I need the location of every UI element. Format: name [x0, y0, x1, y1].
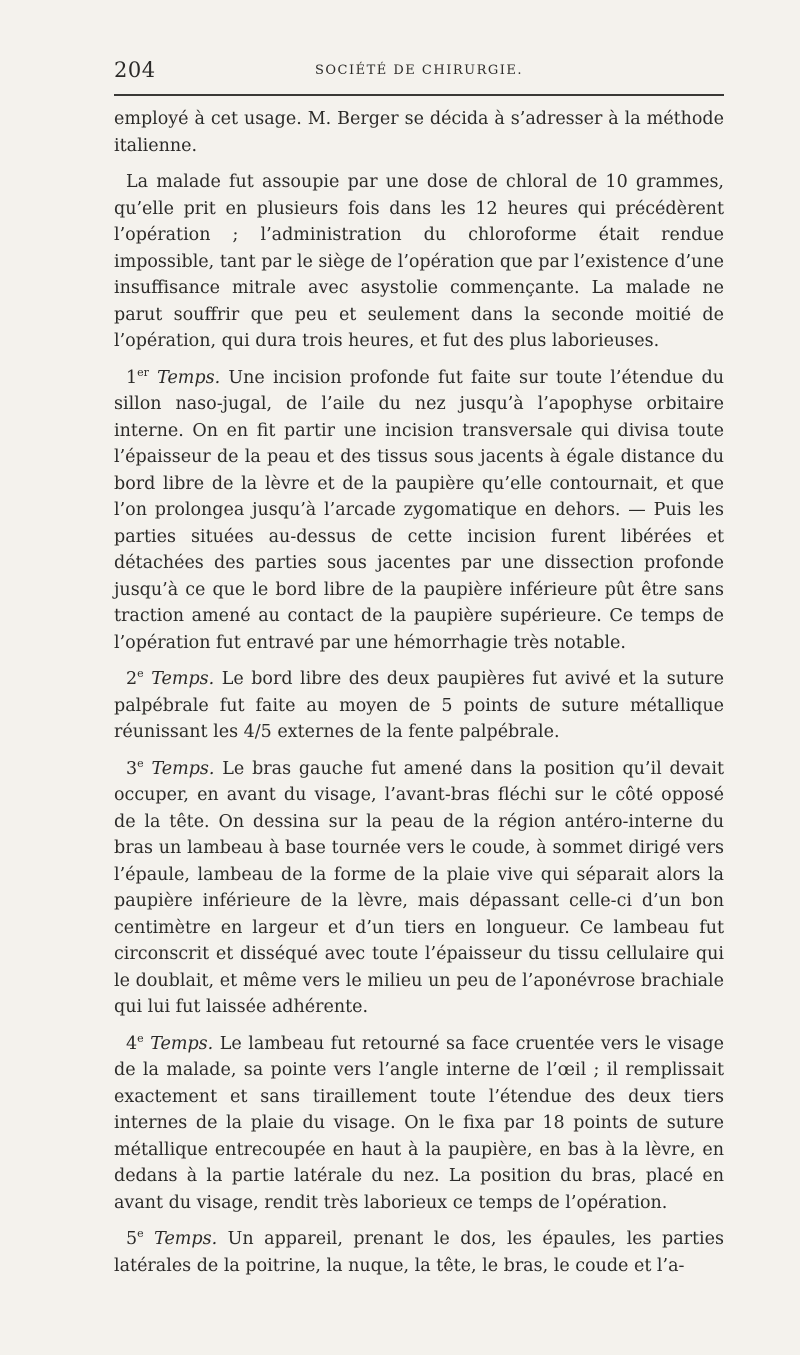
running-title: SOCIÉTÉ DE CHIRURGIE. — [314, 63, 524, 78]
paragraph-anesthesia: La malade fut assoupie par une dose de chloral de 10 grammes, qu’elle prit en plusieurs fois dans les 12 heures qui précédèrent l’opération ; l’administration du chloroforme était rendue impossible, tant par le siège de l’opération que par l’existence d’une insuffisance mitrale avec asystolie commençante. La malade ne parut souffrir que peu et seulement dans la seconde moitié de l’opération, qui dura trois heures, et fut des plus laborieuses. — [114, 172, 724, 351]
paragraph-continuation: employé à cet usage. M. Berger se décida à s’adresser à la méthode italienne. — [114, 109, 724, 156]
temps-5 — [114, 1226, 724, 1279]
page-header — [114, 58, 724, 88]
temps-number: 3 — [126, 758, 138, 779]
temps-3 — [114, 756, 724, 1021]
temps-4 — [114, 1031, 724, 1217]
temps-number: 1 — [126, 367, 138, 388]
temps-2 — [114, 666, 724, 746]
temps-label: Temps. — [151, 758, 215, 779]
temps-text: Le bord libre des deux paupières fut avivé et la suture palpébrale fut faite au moyen de 5 points de suture métallique réunissant les 4/5 externes de la fente palpébrale. — [114, 669, 724, 742]
header-rule — [114, 94, 724, 96]
temps-ordinal: e — [137, 1031, 144, 1045]
temps-label: Temps. — [150, 1033, 214, 1054]
temps-ordinal: e — [137, 667, 144, 681]
temps-number: 5 — [126, 1229, 138, 1249]
book-page — [114, 58, 724, 1289]
temps-1 — [114, 365, 724, 657]
temps-text: Un appareil, prenant le dos, les épaules, les parties latérales de la poitrine, la nuque, la tête, le bras, le coude et l’a- — [114, 1229, 724, 1276]
temps-number: 4 — [126, 1033, 138, 1054]
temps-text: Le bras gauche fut amené dans la position qu’il devait occuper, en avant du visage, l’avant-bras fléchi sur le côté opposé de la tête. On dessina sur la peau de la région antéro-interne du bras un lambeau à base tournée vers le coude, à sommet dirigé vers l’épaule, lambeau de la forme de la plaie vive qui séparait alors la paupière inférieure de la lèvre, mais dépassant celle-ci d’un bon centimètre en largeur et d’un tiers en longueur. Ce lambeau fut circonscrit et disséqué avec toute l’épaisseur du tissu cellulaire qui le doublait, et même vers le milieu un peu de l’aponévrose brachiale qui lui fut laissée adhérente. — [114, 758, 724, 1017]
temps-text: Une incision profonde fut faite sur toute l’étendue du sillon naso-jugal, de l’aile du nez jusqu’à l’apophyse orbitaire interne. On en fit partir une incision transversale qui divisa toute l’épaisseur de la peau et des tissus sous jacents à égale distance du bord libre de la lèvre et de la paupière qu’elle contournait, et que l’on prolongea jusqu’à l’arcade zygomatique en dehors. — Puis les parties situées au-dessus de cette incision furent libérées et détachées des parties sous jacentes par une dissection profonde jusqu’à ce que le bord libre de la paupière inférieure pût être sans traction amené au contact de la paupière supérieure. Ce temps de l’opération fut entravé par une hémorrhagie très notable. — [114, 367, 724, 653]
temps-ordinal: er — [137, 365, 149, 379]
temps-number: 2 — [126, 669, 138, 689]
page-number: 204 — [114, 58, 156, 82]
temps-text: Le lambeau fut retourné sa face cruentée vers le visage de la malade, sa pointe vers l’angle interne de l’œil ; il remplissait exactement et sans tiraillement toute l’étendue des deux tiers internes de la plaie du visage. On le fixa par 18 points de suture métallique entrecoupée en haut à la paupière, en bas à la lèvre, en dedans à la partie latérale du nez. La position du bras, placé en avant du visage, rendit très laborieux ce temps de l’opération. — [114, 1033, 724, 1213]
body-text — [114, 106, 724, 1279]
temps-ordinal: e — [137, 756, 144, 770]
temps-ordinal: e — [137, 1227, 144, 1241]
temps-label: Temps. — [154, 1229, 218, 1249]
temps-label: Temps. — [157, 367, 221, 388]
temps-label: Temps. — [151, 669, 215, 689]
